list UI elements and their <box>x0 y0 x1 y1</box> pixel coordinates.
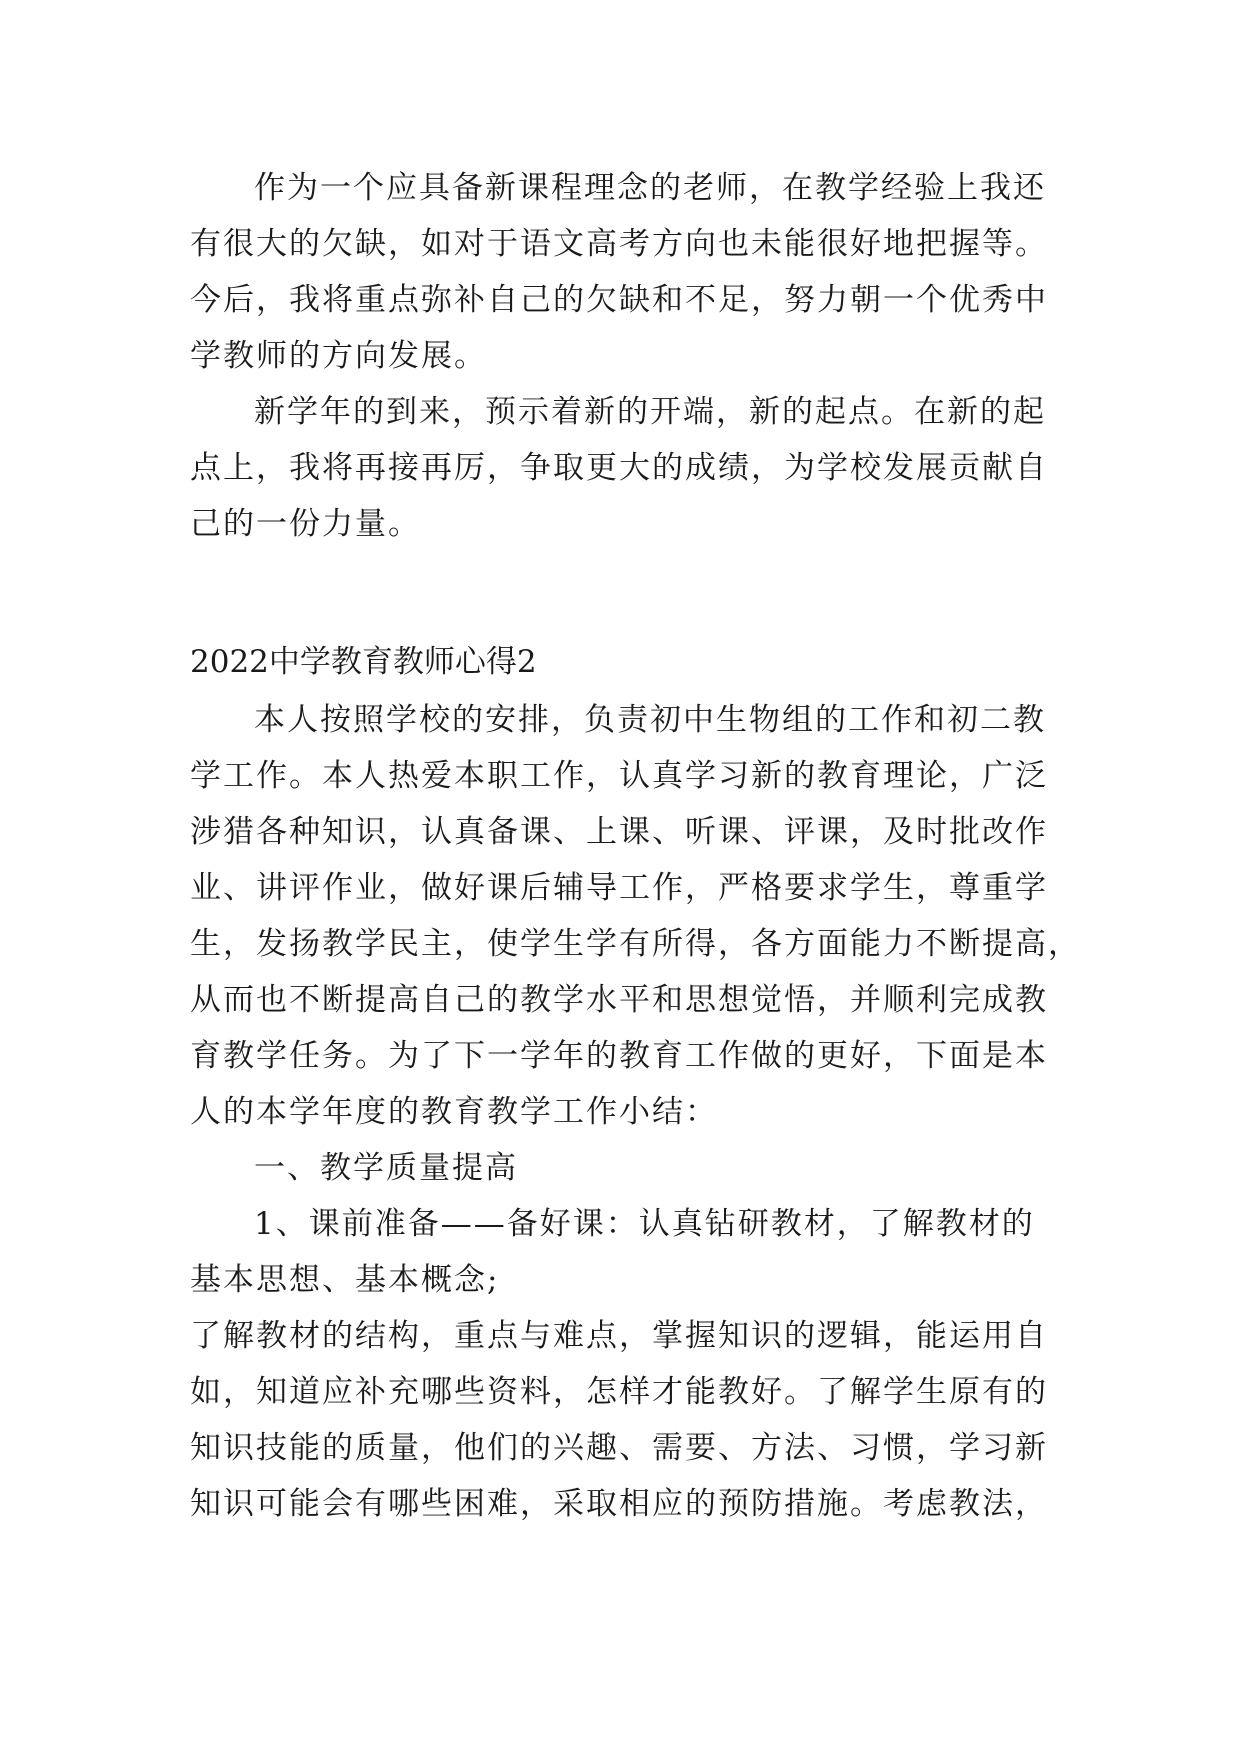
document-body <box>190 160 1081 1532</box>
text-line: 如，知道应补充哪些资料，怎样才能教好。了解学生原有的 <box>190 1374 1048 1410</box>
text-line: 知识可能会有哪些困难，采取相应的预防措施。考虑教法， <box>190 1486 1048 1522</box>
paragraph-3 <box>190 692 1081 1140</box>
text-line: 1、课前准备——备好课：认真钻研教材，了解教材的 <box>254 1206 1035 1242</box>
text-line: 业、讲评作业，做好课后辅导工作，严格要求学生，尊重学 <box>190 870 1048 906</box>
paragraph-5 <box>190 1308 1060 1532</box>
text-line: 新学年的到来，预示着新的开端，新的起点。在新的起 <box>254 394 1046 430</box>
text-line: 涉猎各种知识，认真备课、上课、听课、评课，及时批改作 <box>190 814 1048 850</box>
section-title: 2022中学教育教师心得2 <box>190 644 537 680</box>
text-line: 了解教材的结构，重点与难点，掌握知识的逻辑，能运用自 <box>190 1318 1048 1354</box>
text-line: 人的本学年度的教育教学工作小结： <box>190 1094 718 1130</box>
text-line: 学教师的方向发展。 <box>190 338 487 374</box>
paragraph-2 <box>190 384 1060 552</box>
text-line: 本人按照学校的安排，负责初中生物组的工作和初二教 <box>254 702 1046 738</box>
subheading: 一、教学质量提高 <box>254 1150 518 1186</box>
text-line: 点上，我将再接再厉，争取更大的成绩，为学校发展贡献自 <box>190 450 1048 486</box>
text-line: 今后，我将重点弥补自己的欠缺和不足，努力朝一个优秀中 <box>190 282 1048 318</box>
text-line: 从而也不断提高自己的教学水平和思想觉悟，并顺利完成教 <box>190 982 1048 1018</box>
section-gap <box>190 552 1060 632</box>
text-line: 生，发扬教学民主，使学生学有所得，各方面能力不断提高， <box>190 926 1081 962</box>
text-line: 己的一份力量。 <box>190 506 421 542</box>
text-line: 知识技能的质量，他们的兴趣、需要、方法、习惯，学习新 <box>190 1430 1048 1466</box>
paragraph-4 <box>190 1196 1060 1308</box>
text-line: 有很大的欠缺，如对于语文高考方向也未能很好地把握等。 <box>190 226 1048 262</box>
text-line: 基本思想、基本概念; <box>190 1262 500 1298</box>
text-line: 育教学任务。为了下一学年的教育工作做的更好，下面是本 <box>190 1038 1048 1074</box>
text-line: 作为一个应具备新课程理念的老师，在教学经验上我还 <box>254 170 1046 206</box>
paragraph-1 <box>190 160 1060 384</box>
text-line: 学工作。本人热爱本职工作，认真学习新的教育理论，广泛 <box>190 758 1048 794</box>
